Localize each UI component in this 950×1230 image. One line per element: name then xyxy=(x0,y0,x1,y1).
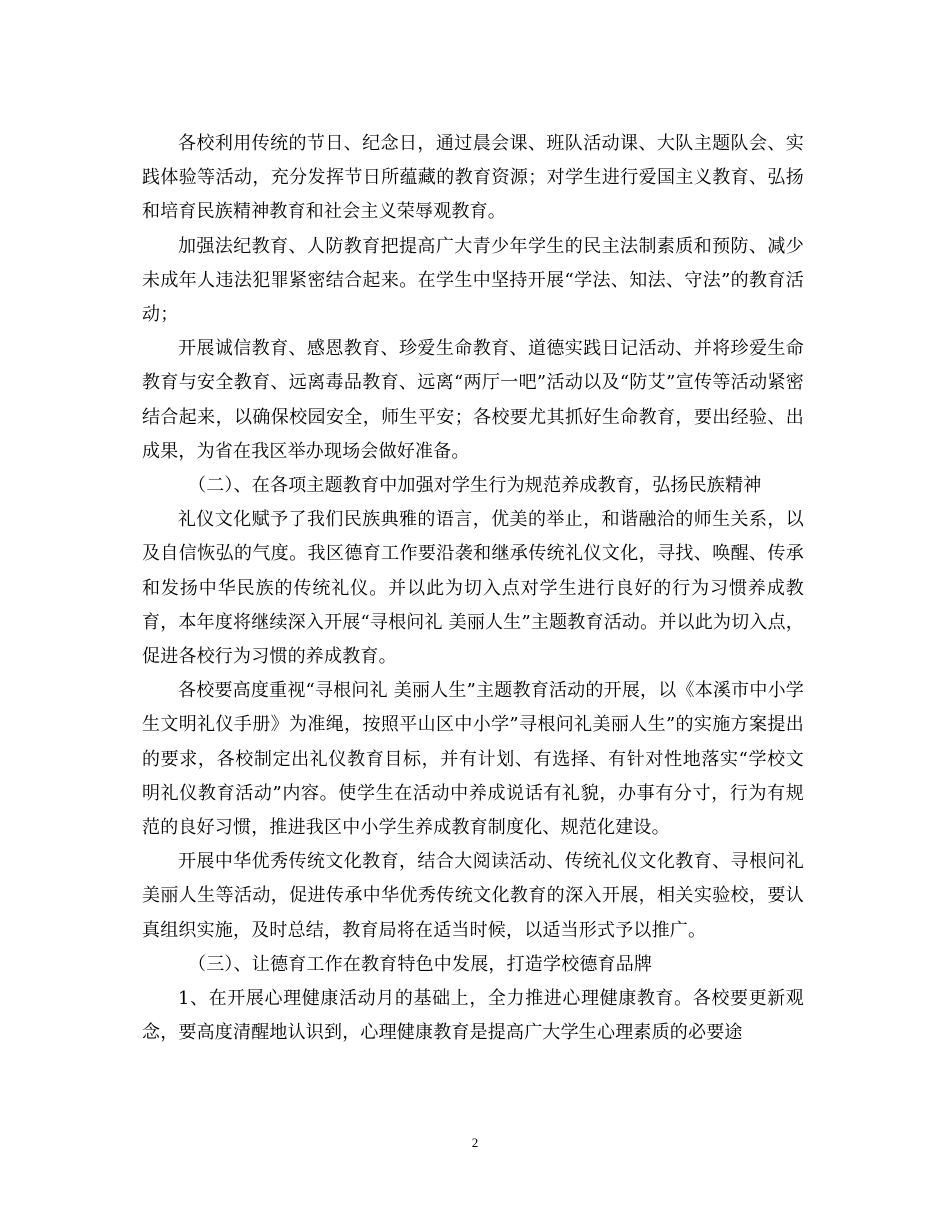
paragraph-etiquette-activity: 各校要高度重视“寻根问礼 美丽人生”主题教育活动的开展，以《本溪市中小学生文明礼仪手册》为准绳，按照平山区中小学”寻根问礼美丽人生”的实施方案提出的要求，各校制定出礼仪教育目标，并有计划、有选择、有针对性地落实“学校文明礼仪教育活动”内容。使学生在活动中养成说话有礼貌，办事有分寸，行为有规范的良好习惯，推进我区中小学生养成教育制度化、规范化建设。 xyxy=(142,680,804,839)
paragraph-traditional-culture: 开展中华优秀传统文化教育，结合大阅读活动、传统礼仪文化教育、寻根问礼 美丽人生等活动，促进传承中华优秀传统文化教育的深入开展，相关实验校，要认真组织实施，及时总结，教育局将在适当时候，以适当形式予以推广。 xyxy=(142,851,804,941)
section-heading-2: （二）、在各项主题教育中加强对学生行为规范养成教育，弘扬民族精神 xyxy=(188,475,762,497)
paragraph-mental-health: 1、在开展心理健康活动月的基础上，全力推进心理健康教育。各校要更新观念，要高度清醒地认识到，心理健康教育是提高广大学生心理素质的必要途 xyxy=(142,988,804,1044)
paragraph-etiquette-culture: 礼仪文化赋予了我们民族典雅的语言，优美的举止，和谐融洽的师生关系，以及自信恢弘的气度。我区德育工作要沿袭和继承传统礼仪文化，寻找、唤醒、传承和发扬中华民族的传统礼仪。并以此为切入点对学生进行良好的行为习惯养成教育，本年度将继续深入开展“寻根问礼 美丽人生”主题教育活动。并以此为切入点，促进各校行为习惯的养成教育。 xyxy=(142,509,804,668)
document-body xyxy=(142,127,804,1050)
paragraph-legal-education: 加强法纪教育、人防教育把提高广大青少年学生的民主法制素质和预防、减少未成年人违法犯罪紧密结合起来。在学生中坚持开展“学法、知法、守法”的教育活动； xyxy=(142,235,804,326)
section-heading-3: （三）、让德育工作在教育特色中发展，打造学校德育品牌 xyxy=(188,953,653,975)
page-number: 2 xyxy=(471,1135,479,1150)
paragraph-integrity-education: 开展诚信教育、感恩教育、珍爱生命教育、道德实践日记活动、并将珍爱生命教育与安全教育、远离毒品教育、远离“两厅一吧”活动以及“防艾”宣传等活动紧密结合起来，以确保校园安全，师生平安；各校要尤其抓好生命教育，要出经验、出成果，为省在我区举办现场会做好准备。 xyxy=(142,338,804,462)
paragraph-holiday-education: 各校利用传统的节日、纪念日，通过晨会课、班队活动课、大队主题队会、实践体验等活动，充分发挥节日所蕴藏的教育资源；对学生进行爱国主义教育、弘扬和培育民族精神教育和社会主义荣辱观教育。 xyxy=(142,133,804,223)
